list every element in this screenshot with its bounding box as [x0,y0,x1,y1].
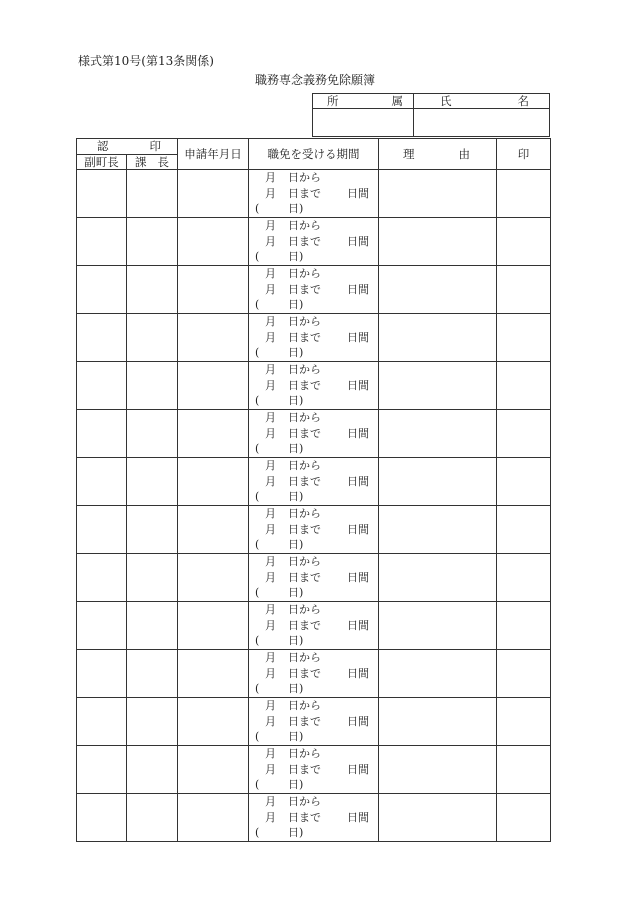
reason-cell[interactable] [379,698,497,746]
table-row [77,746,551,794]
period-from: 日から [288,459,321,473]
period-paren-day: 日) [288,250,304,264]
exemption-period-cell[interactable] [249,170,379,218]
period-until: 日まで [288,618,321,632]
seal-cell[interactable] [497,314,551,362]
section-chief-seal-cell[interactable] [127,698,178,746]
period-paren-day: 日) [288,298,304,312]
period-days: 日間 [347,474,369,488]
approval-header [77,139,178,155]
period-until: 日まで [288,570,321,584]
seal-cell[interactable] [497,794,551,842]
period-paren-day: 日) [288,394,304,408]
application-date-cell[interactable] [178,362,249,410]
period-from: 日から [288,651,321,665]
deputy-mayor-header: 副町長 [77,155,127,170]
deputy-mayor-seal-cell[interactable] [77,554,127,602]
seal-cell[interactable] [497,362,551,410]
reason-cell[interactable] [379,170,497,218]
exemption-period-cell[interactable] [249,794,379,842]
ledger-table [76,138,551,842]
application-date-cell[interactable] [178,554,249,602]
period-month-a: 月 [265,219,276,233]
reason-label-1: 理 [403,147,415,161]
period-from: 日から [288,363,321,377]
period-month-a: 月 [265,747,276,761]
period-until: 日まで [288,234,321,248]
period-until: 日まで [288,666,321,680]
period-text [249,602,378,649]
period-from: 日から [288,603,321,617]
table-row [77,218,551,266]
deputy-mayor-seal-cell[interactable] [77,362,127,410]
period-text [249,506,378,553]
seal-cell[interactable] [497,602,551,650]
affiliation-label-2: 属 [391,94,403,108]
application-date-cell[interactable] [178,170,249,218]
period-days: 日間 [347,282,369,296]
section-chief-seal-cell[interactable] [127,266,178,314]
period-text [249,218,378,265]
seal-cell[interactable] [497,650,551,698]
period-paren-day: 日) [288,346,304,360]
period-month-b: 月 [265,282,276,296]
period-from: 日から [288,171,321,185]
exemption-period-cell[interactable] [249,746,379,794]
deputy-mayor-seal-cell[interactable] [77,458,127,506]
period-month-a: 月 [265,171,276,185]
section-chief-seal-cell[interactable] [127,170,178,218]
period-month-a: 月 [265,651,276,665]
period-from: 日から [288,699,321,713]
exemption-period-cell[interactable] [249,506,379,554]
application-date-cell[interactable] [178,218,249,266]
exemption-period-cell[interactable] [249,314,379,362]
table-row [77,698,551,746]
period-until: 日まで [288,762,321,776]
name-label-1: 氏 [440,94,452,108]
table-row [77,314,551,362]
section-chief-label-2: 長 [157,155,169,169]
period-paren-open: ( [255,778,260,792]
period-month-b: 月 [265,618,276,632]
period-paren-open: ( [255,634,260,648]
period-paren-day: 日) [288,634,304,648]
deputy-mayor-seal-cell[interactable] [77,314,127,362]
period-month-a: 月 [265,459,276,473]
reason-cell[interactable] [379,410,497,458]
reason-cell[interactable] [379,218,497,266]
name-label-2: 名 [517,94,529,108]
period-until: 日まで [288,474,321,488]
seal-cell[interactable] [497,458,551,506]
application-date-cell[interactable] [178,506,249,554]
period-paren-open: ( [255,682,260,696]
period-from: 日から [288,411,321,425]
period-from: 日から [288,795,321,809]
reason-label-2: 由 [458,147,470,161]
seal-cell[interactable] [497,698,551,746]
period-paren-day: 日) [288,826,304,840]
period-days: 日間 [347,570,369,584]
application-date-cell[interactable] [178,266,249,314]
period-days: 日間 [347,714,369,728]
period-month-a: 月 [265,315,276,329]
reason-cell[interactable] [379,266,497,314]
deputy-mayor-seal-cell[interactable] [77,650,127,698]
period-days: 日間 [347,618,369,632]
period-month-a: 月 [265,699,276,713]
seal-cell[interactable] [497,170,551,218]
table-row [77,362,551,410]
reason-cell[interactable] [379,458,497,506]
period-month-b: 月 [265,330,276,344]
application-date-cell[interactable] [178,314,249,362]
period-text [249,314,378,361]
period-days: 日間 [347,522,369,536]
period-text [249,410,378,457]
period-month-a: 月 [265,507,276,521]
period-days: 日間 [347,426,369,440]
period-until: 日まで [288,714,321,728]
period-from: 日から [288,747,321,761]
period-paren-day: 日) [288,778,304,792]
period-text [249,698,378,745]
deputy-mayor-seal-cell[interactable] [77,266,127,314]
period-month-b: 月 [265,522,276,536]
deputy-mayor-seal-cell[interactable] [77,794,127,842]
period-month-b: 月 [265,426,276,440]
table-row [77,170,551,218]
exemption-period-cell[interactable] [249,602,379,650]
section-chief-seal-cell[interactable] [127,794,178,842]
period-paren-open: ( [255,586,260,600]
section-chief-seal-cell[interactable] [127,218,178,266]
section-chief-header [127,155,178,170]
section-chief-seal-cell[interactable] [127,650,178,698]
period-until: 日まで [288,330,321,344]
ledger-body [77,170,551,842]
period-paren-day: 日) [288,682,304,696]
seal-cell[interactable] [497,218,551,266]
period-month-b: 月 [265,666,276,680]
period-until: 日まで [288,810,321,824]
table-row [77,506,551,554]
period-paren-open: ( [255,394,260,408]
section-chief-seal-cell[interactable] [127,506,178,554]
section-chief-seal-cell[interactable] [127,458,178,506]
reason-cell[interactable] [379,314,497,362]
section-chief-seal-cell[interactable] [127,362,178,410]
period-days: 日間 [347,186,369,200]
period-until: 日まで [288,522,321,536]
deputy-mayor-seal-cell[interactable] [77,506,127,554]
period-month-b: 月 [265,810,276,824]
application-date-cell[interactable] [178,698,249,746]
period-days: 日間 [347,762,369,776]
section-chief-seal-cell[interactable] [127,554,178,602]
exemption-period-cell[interactable] [249,362,379,410]
period-until: 日まで [288,426,321,440]
section-chief-seal-cell[interactable] [127,746,178,794]
section-chief-seal-cell[interactable] [127,602,178,650]
period-month-b: 月 [265,378,276,392]
approval-label-1: 認 [97,139,109,153]
seal-cell[interactable] [497,746,551,794]
period-paren-day: 日) [288,490,304,504]
reason-header [379,139,497,170]
period-paren-day: 日) [288,538,304,552]
period-from: 日から [288,267,321,281]
affiliation-header [313,94,414,109]
period-text [249,362,378,409]
application-date-cell[interactable] [178,410,249,458]
period-paren-open: ( [255,826,260,840]
period-text [249,170,378,217]
exemption-period-cell[interactable] [249,266,379,314]
name-field[interactable] [414,109,550,137]
period-days: 日間 [347,666,369,680]
period-month-a: 月 [265,555,276,569]
period-until: 日まで [288,378,321,392]
application-date-cell[interactable] [178,458,249,506]
exemption-period-cell[interactable] [249,698,379,746]
table-row [77,410,551,458]
period-text [249,458,378,505]
period-paren-open: ( [255,730,260,744]
period-text [249,266,378,313]
application-date-cell[interactable] [178,794,249,842]
period-month-a: 月 [265,795,276,809]
deputy-mayor-seal-cell[interactable] [77,698,127,746]
period-days: 日間 [347,378,369,392]
table-row [77,458,551,506]
deputy-mayor-seal-cell[interactable] [77,746,127,794]
period-until: 日まで [288,282,321,296]
period-paren-open: ( [255,298,260,312]
period-from: 日から [288,555,321,569]
period-month-b: 月 [265,714,276,728]
reason-cell[interactable] [379,362,497,410]
deputy-mayor-seal-cell[interactable] [77,410,127,458]
period-from: 日から [288,315,321,329]
seal-cell[interactable] [497,410,551,458]
period-until: 日まで [288,186,321,200]
exemption-period-cell[interactable] [249,218,379,266]
exemption-period-cell[interactable] [249,410,379,458]
period-paren-open: ( [255,346,260,360]
reason-cell[interactable] [379,746,497,794]
period-from: 日から [288,219,321,233]
page-title: 職務専念義務免除願簿 [254,73,375,87]
period-days: 日間 [347,234,369,248]
period-paren-open: ( [255,490,260,504]
seal-cell[interactable] [497,554,551,602]
table-row [77,650,551,698]
section-chief-seal-cell[interactable] [127,410,178,458]
form-number: 様式第10号(第13条関係) [78,54,214,68]
seal-header: 印 [497,139,551,170]
table-row [77,602,551,650]
deputy-mayor-seal-cell[interactable] [77,170,127,218]
deputy-mayor-seal-cell[interactable] [77,602,127,650]
exemption-period-cell[interactable] [249,458,379,506]
reason-cell[interactable] [379,602,497,650]
period-month-b: 月 [265,234,276,248]
exemption-period-header: 職免を受ける期間 [249,139,379,170]
period-month-a: 月 [265,363,276,377]
reason-cell[interactable] [379,794,497,842]
period-month-b: 月 [265,762,276,776]
reason-cell[interactable] [379,506,497,554]
period-paren-day: 日) [288,442,304,456]
period-paren-open: ( [255,250,260,264]
application-date-cell[interactable] [178,602,249,650]
section-chief-label-1: 課 [135,155,147,169]
period-month-b: 月 [265,474,276,488]
name-header [414,94,550,109]
period-days: 日間 [347,810,369,824]
affiliation-field[interactable] [313,109,414,137]
reason-cell[interactable] [379,650,497,698]
affiliation-label-1: 所 [327,94,339,108]
period-month-a: 月 [265,603,276,617]
section-chief-seal-cell[interactable] [127,314,178,362]
period-text [249,794,378,841]
table-row [77,794,551,842]
seal-cell[interactable] [497,266,551,314]
period-paren-day: 日) [288,730,304,744]
deputy-mayor-seal-cell[interactable] [77,218,127,266]
application-date-header: 申請年月日 [178,139,249,170]
period-month-b: 月 [265,570,276,584]
period-text [249,650,378,697]
reason-cell[interactable] [379,554,497,602]
period-month-a: 月 [265,411,276,425]
period-paren-open: ( [255,538,260,552]
period-paren-open: ( [255,442,260,456]
exemption-period-cell[interactable] [249,650,379,698]
exemption-period-cell[interactable] [249,554,379,602]
period-text [249,554,378,601]
period-paren-open: ( [255,202,260,216]
period-month-b: 月 [265,186,276,200]
table-row [77,266,551,314]
period-paren-day: 日) [288,202,304,216]
application-date-cell[interactable] [178,650,249,698]
period-days: 日間 [347,330,369,344]
approval-label-2: 印 [149,139,161,153]
period-month-a: 月 [265,267,276,281]
seal-cell[interactable] [497,506,551,554]
period-text [249,746,378,793]
table-row [77,554,551,602]
application-date-cell[interactable] [178,746,249,794]
affiliation-name-box [312,93,550,137]
period-paren-day: 日) [288,586,304,600]
period-from: 日から [288,507,321,521]
